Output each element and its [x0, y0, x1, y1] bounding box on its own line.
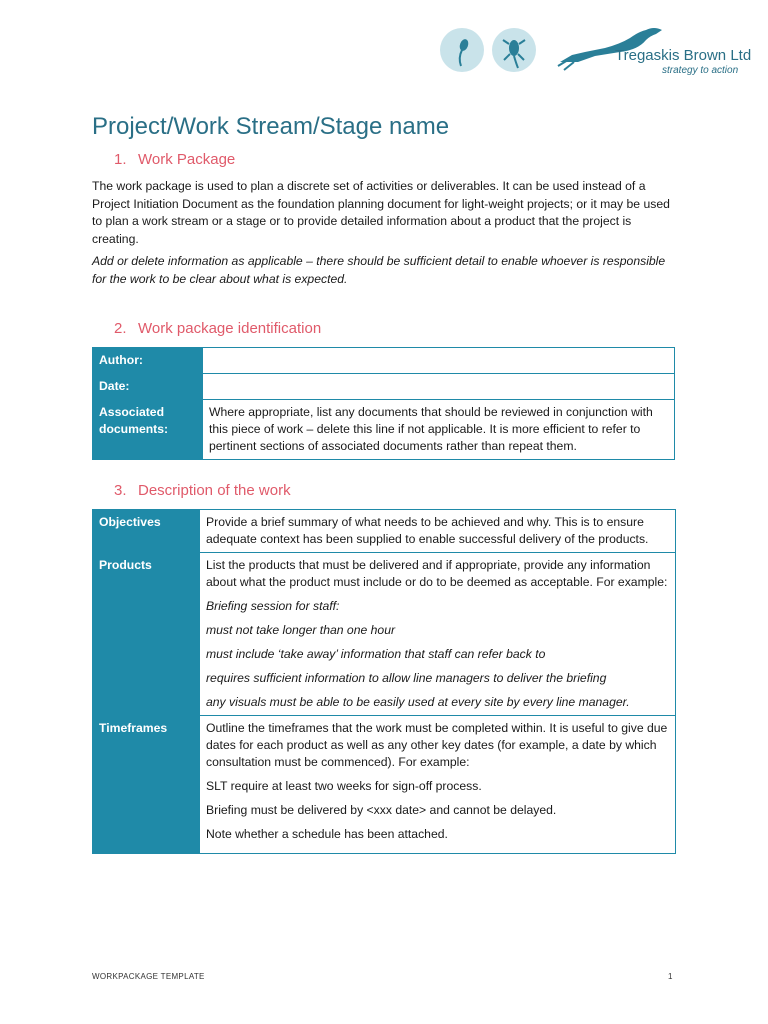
products-example: any visuals must be able to be easily used at every site by every line manager. [206, 695, 630, 709]
section-2-title: Work package identification [138, 320, 322, 337]
objectives-label: Objectives [93, 510, 200, 553]
section-3-title: Description of the work [138, 482, 291, 499]
section-1-title: Work Package [138, 151, 236, 168]
timeframes-label: Timeframes [93, 716, 200, 854]
footer-title: WORKPACKAGE TEMPLATE [92, 972, 205, 981]
author-value[interactable] [203, 348, 675, 374]
company-logo [440, 22, 750, 82]
products-example-heading: Briefing session for staff: [206, 599, 340, 613]
page-number: 1 [668, 972, 673, 981]
description-table [92, 509, 676, 854]
section-3-heading [114, 482, 291, 499]
section-1-paragraph: The work package is used to plan a discrete set of activities or deliverables. It can be used instead of a Project Initiation Document as the foundation planning document for light-weight projects; or it may be used to plan a work stream or a stage or to provide detailed information about a product that the project is creating. [92, 179, 670, 246]
objectives-value[interactable]: Provide a brief summary of what needs to be achieved and why. This is to ensure adequate context has been supplied to enable successful delivery of the products. [200, 510, 676, 553]
products-description: List the products that must be delivered and if appropriate, provide any information about what the product must include or do to be deemed as acceptable. For example: [206, 558, 668, 589]
section-2-number: 2. [114, 320, 127, 337]
tadpole-circle-icon [440, 28, 484, 72]
table-row [93, 716, 676, 854]
products-value[interactable] [200, 553, 676, 716]
company-tagline: strategy to action [662, 65, 739, 76]
table-row [93, 400, 675, 460]
products-label: Products [93, 553, 200, 716]
associated-documents-value[interactable]: Where appropriate, list any documents that should be reviewed in conjunction with this piece of work – delete this line if not applicable. It is more efficient to refer to pertinent sections of associated documents rather than repeat them. [203, 400, 675, 460]
table-row [93, 348, 675, 374]
identification-table [92, 347, 675, 460]
date-label: Date: [93, 374, 203, 400]
timeframes-line: SLT require at least two weeks for sign-off process. [206, 779, 482, 793]
timeframes-line: Briefing must be delivered by <xxx date> and cannot be delayed. [206, 803, 557, 817]
date-value[interactable] [203, 374, 675, 400]
section-1-number: 1. [114, 151, 127, 168]
associated-documents-label: Associated documents: [93, 400, 203, 460]
products-example: requires sufficient information to allow line managers to deliver the briefing [206, 671, 607, 685]
products-example: must not take longer than one hour [206, 623, 396, 637]
table-row [93, 510, 676, 553]
author-label: Author: [93, 348, 203, 374]
company-name: Tregaskis Brown Ltd [615, 47, 752, 64]
table-row [93, 374, 675, 400]
section-3-number: 3. [114, 482, 127, 499]
timeframes-value[interactable] [200, 716, 676, 854]
table-row [93, 553, 676, 716]
products-example: must include ‘take away’ information that staff can refer back to [206, 647, 546, 661]
section-2-heading [114, 320, 321, 337]
page-title: Project/Work Stream/Stage name [92, 113, 450, 140]
section-1-heading [114, 151, 235, 168]
timeframes-line: Note whether a schedule has been attached. [206, 827, 448, 841]
frog-circle-icon [492, 28, 536, 72]
section-1-note: Add or delete information as applicable – there should be sufficient detail to enable whoever is responsible for the work to be clear about what is expected. [92, 254, 666, 286]
timeframes-description: Outline the timeframes that the work must be completed within. It is useful to give due dates for each product as well as any other key dates (for example, a date by which consultation must be commenced). For example: [206, 721, 668, 769]
